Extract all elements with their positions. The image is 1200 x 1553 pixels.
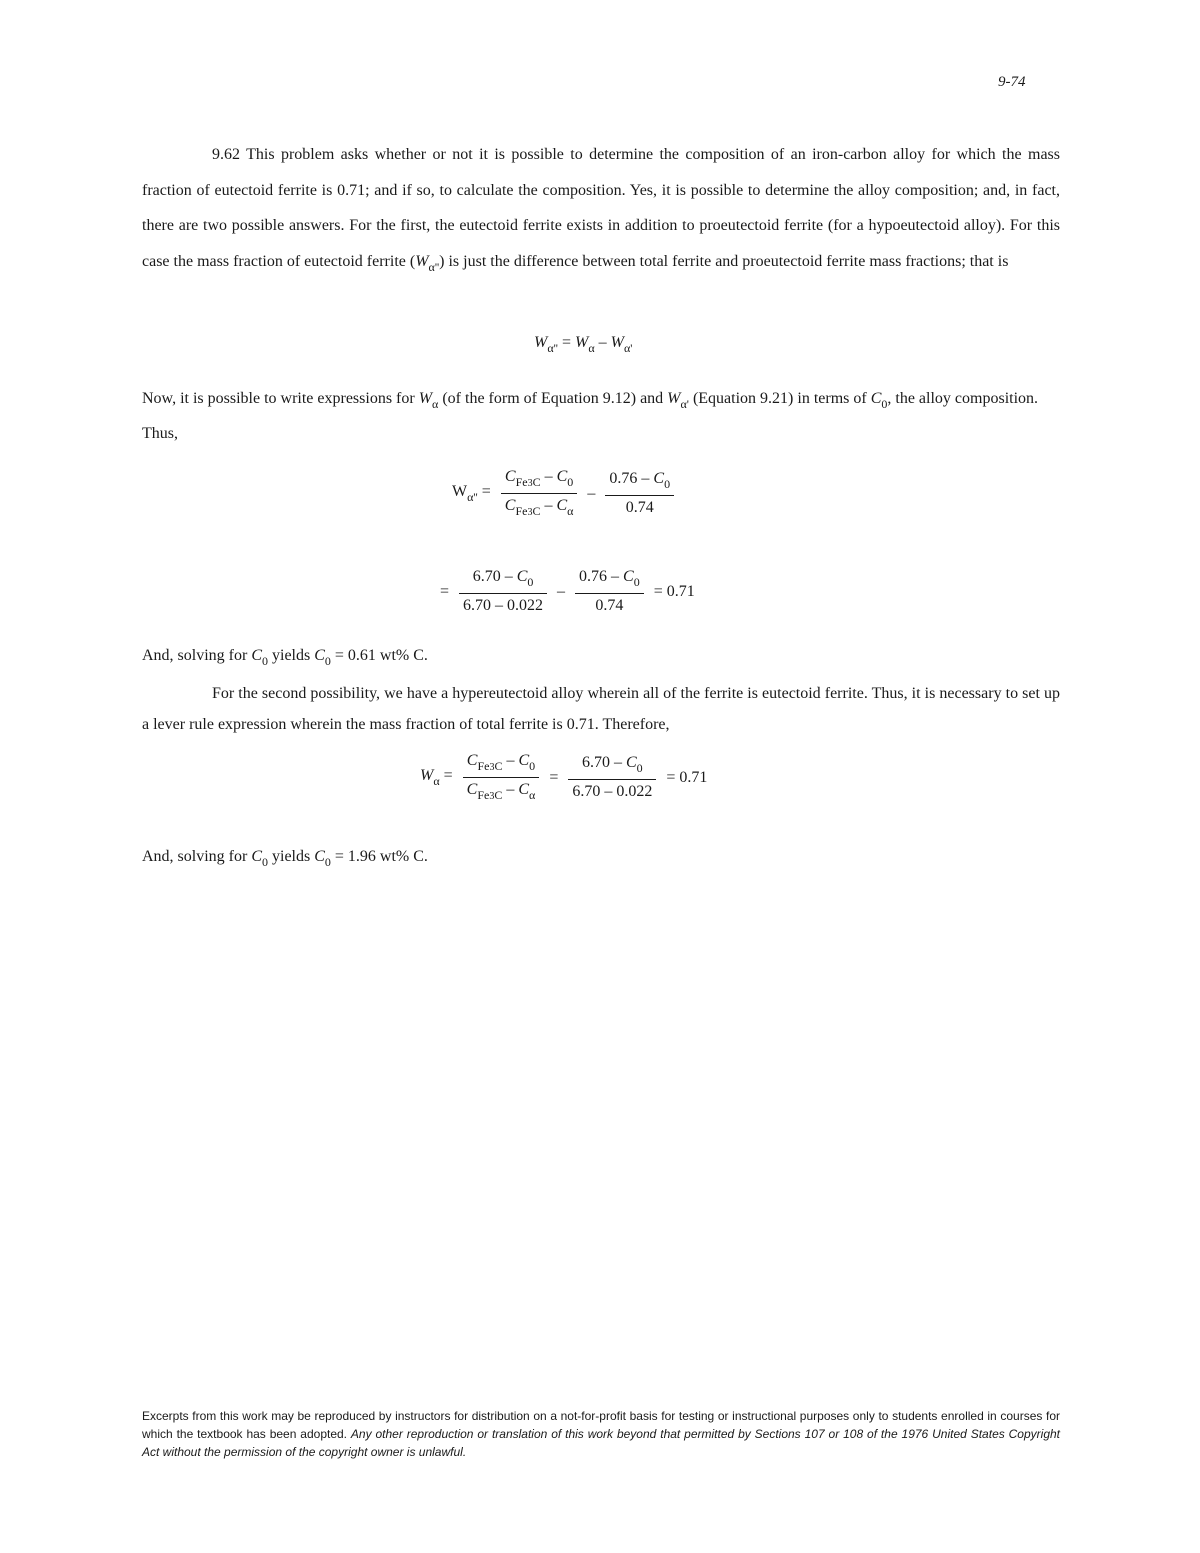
- number: 0.022: [616, 783, 653, 800]
- var-w: W: [415, 252, 429, 270]
- var-w: W: [574, 334, 589, 351]
- problem-paragraph-1: [142, 137, 1060, 285]
- text: Fe: [515, 504, 528, 518]
- footer-italic-text: Any other reproduction or translation of this work beyond that permitted by Sections 107 or 108 of the 1976 United States Copyright Act without the permission of the copyright owner is unlawful.: [142, 1427, 1061, 1459]
- number: 0.022: [507, 597, 544, 614]
- var-c: C: [623, 568, 634, 585]
- text: W: [452, 482, 468, 500]
- var-c: C: [518, 752, 530, 769]
- sub: 0: [633, 575, 640, 589]
- var-w: W: [418, 390, 433, 407]
- text: , the alloy composition. Thus,: [142, 390, 1039, 442]
- text: yields: [268, 848, 315, 865]
- text: 3: [489, 762, 495, 773]
- result: [654, 583, 695, 601]
- minus-sign: –: [587, 484, 596, 502]
- minus-sign: –: [611, 568, 620, 585]
- sub: 0: [527, 575, 534, 589]
- var-c: C: [626, 754, 637, 771]
- fraction-lever: [463, 752, 540, 803]
- text: 3: [527, 507, 533, 518]
- text: C: [494, 759, 503, 773]
- text: 3: [489, 791, 495, 802]
- sub: 0: [567, 475, 574, 489]
- sub: 0: [262, 855, 268, 869]
- text: Now, it is possible to write expressions for: [142, 390, 419, 407]
- sub: 0: [262, 654, 268, 668]
- var-c: C: [314, 848, 325, 865]
- number: 6.70: [472, 568, 501, 585]
- eq-lhs: [452, 483, 491, 505]
- equals-sign: =: [481, 482, 491, 500]
- sub: α: [433, 773, 440, 788]
- number: 6.70: [572, 783, 601, 800]
- equation-lever-rule-1: [452, 468, 674, 519]
- var-c: C: [516, 568, 528, 585]
- text: (Equation 9.21) in terms of: [688, 390, 871, 407]
- text: Fe: [477, 788, 490, 802]
- var-w: W: [667, 390, 681, 407]
- var-c: C: [504, 497, 516, 514]
- equals-sign: =: [666, 768, 676, 786]
- sub: α': [623, 341, 633, 355]
- sub: α: [588, 341, 595, 355]
- equals-sign: =: [653, 582, 663, 600]
- minus-sign: –: [604, 783, 613, 800]
- page-number: 9-74: [998, 74, 1026, 90]
- number: 6.70: [582, 754, 610, 771]
- var-c: C: [466, 781, 478, 798]
- equals-sign: =: [443, 766, 453, 784]
- fraction-total-ferrite: [501, 468, 578, 519]
- var-w: W: [610, 334, 624, 351]
- var-c: C: [518, 781, 530, 798]
- footer-text: Excerpts from this work may be reproduced by instructors for distribution on a not-for-profit basis for testing or instructional purposes only to students enrolled in courses for which the textbook has been adopted.: [142, 1409, 1060, 1441]
- sub: 0: [324, 855, 331, 869]
- var-c: C: [504, 468, 516, 485]
- problem-paragraph-3: For the second possibility, we have a hypereutectoid alloy wherein all of the ferrite is eutectoid ferrite. Thus, it is necessary to set up a lever rule expression wherein the mass fraction of total ferrite is 0.71. Therefore,: [142, 685, 1060, 733]
- var-c: C: [251, 848, 262, 865]
- var-c: C: [314, 647, 325, 664]
- text: C: [532, 475, 541, 489]
- minus-sign: –: [506, 752, 515, 769]
- minus-sign: –: [495, 597, 504, 614]
- var-c: C: [870, 390, 882, 407]
- minus-sign: –: [598, 334, 607, 351]
- answer-line-2: [142, 848, 428, 870]
- equals-sign: =: [561, 334, 571, 351]
- number: 0.74: [625, 499, 654, 516]
- equation-lever-rule-2: [420, 752, 713, 803]
- var-c: C: [466, 752, 478, 769]
- var-c: C: [556, 497, 568, 514]
- number: 0.71: [679, 768, 708, 786]
- sub: α: [432, 397, 439, 411]
- text: 3: [527, 478, 533, 489]
- equals-sign: =: [440, 582, 450, 600]
- fraction-numeric: [568, 754, 656, 801]
- number: 6.70: [463, 597, 492, 614]
- sub: 0: [636, 761, 643, 775]
- paragraph-text: 9.62 This problem asks whether or not it is possible to determine the composition of an iron-carbon alloy for which the mass fraction of eutectoid ferrite is 0.71; and if so, to calculate the composition. Yes, it is possible to determine the alloy composition; and, in fact, there are two possible answers. For the first, the eutectoid ferrite exists in addition to proeutectoid ferrite (for a hypoeutectoid alloy). For this case the mass fraction of eutectoid ferrite (: [142, 146, 1060, 270]
- equation-numeric-1: [440, 568, 701, 615]
- var-w: W: [534, 334, 548, 351]
- var-w: W: [420, 766, 434, 784]
- sub: α': [680, 397, 689, 411]
- text: (of the form of Equation 9.12) and: [438, 390, 668, 407]
- equation-eutectoid-ferrite: [534, 334, 632, 356]
- var-c: C: [653, 470, 665, 487]
- number: 0.76: [579, 568, 608, 585]
- equals-sign: =: [549, 768, 559, 786]
- paragraph-text-tail: ) is just the difference between total ferrite and proeutectoid ferrite mass fractions; that is: [439, 252, 1009, 270]
- fraction-b: [575, 568, 644, 615]
- number: 0.74: [595, 597, 624, 614]
- number: 0.76: [609, 470, 638, 487]
- minus-sign: –: [557, 582, 566, 600]
- sub: α'': [547, 341, 558, 355]
- answer-value: = 0.61 wt% C.: [330, 647, 428, 664]
- text: And, solving for: [142, 647, 252, 664]
- minus-sign: –: [641, 470, 650, 487]
- sub: 0: [529, 759, 536, 773]
- minus-sign: –: [544, 468, 553, 485]
- copyright-footer: [142, 1407, 1060, 1461]
- sub: α'': [467, 489, 478, 504]
- minus-sign: –: [544, 497, 553, 514]
- answer-line-1: [142, 647, 428, 669]
- text: Fe: [477, 759, 490, 773]
- text: yields: [268, 647, 315, 664]
- fraction-a: [459, 568, 547, 615]
- sub: α: [529, 788, 536, 802]
- text: Fe: [515, 475, 528, 489]
- eq-lhs: [420, 767, 453, 789]
- fraction-proeutectoid: [605, 470, 674, 517]
- sub: 0: [881, 397, 888, 411]
- sub-alpha-dprime: α'': [428, 259, 440, 274]
- text: C: [494, 788, 503, 802]
- answer-value: = 1.96 wt% C.: [330, 848, 428, 865]
- var-c: C: [251, 647, 262, 664]
- minus-sign: –: [614, 754, 622, 771]
- number: 0.71: [666, 582, 695, 600]
- result: [666, 769, 707, 787]
- sub: 0: [664, 477, 671, 491]
- minus-sign: –: [504, 568, 513, 585]
- var-c: C: [556, 468, 568, 485]
- sub: α: [567, 504, 574, 518]
- minus-sign: –: [506, 781, 515, 798]
- text: And, solving for: [142, 848, 252, 865]
- sub: 0: [324, 654, 331, 668]
- problem-paragraph-2: [142, 384, 1060, 449]
- text: C: [532, 504, 541, 518]
